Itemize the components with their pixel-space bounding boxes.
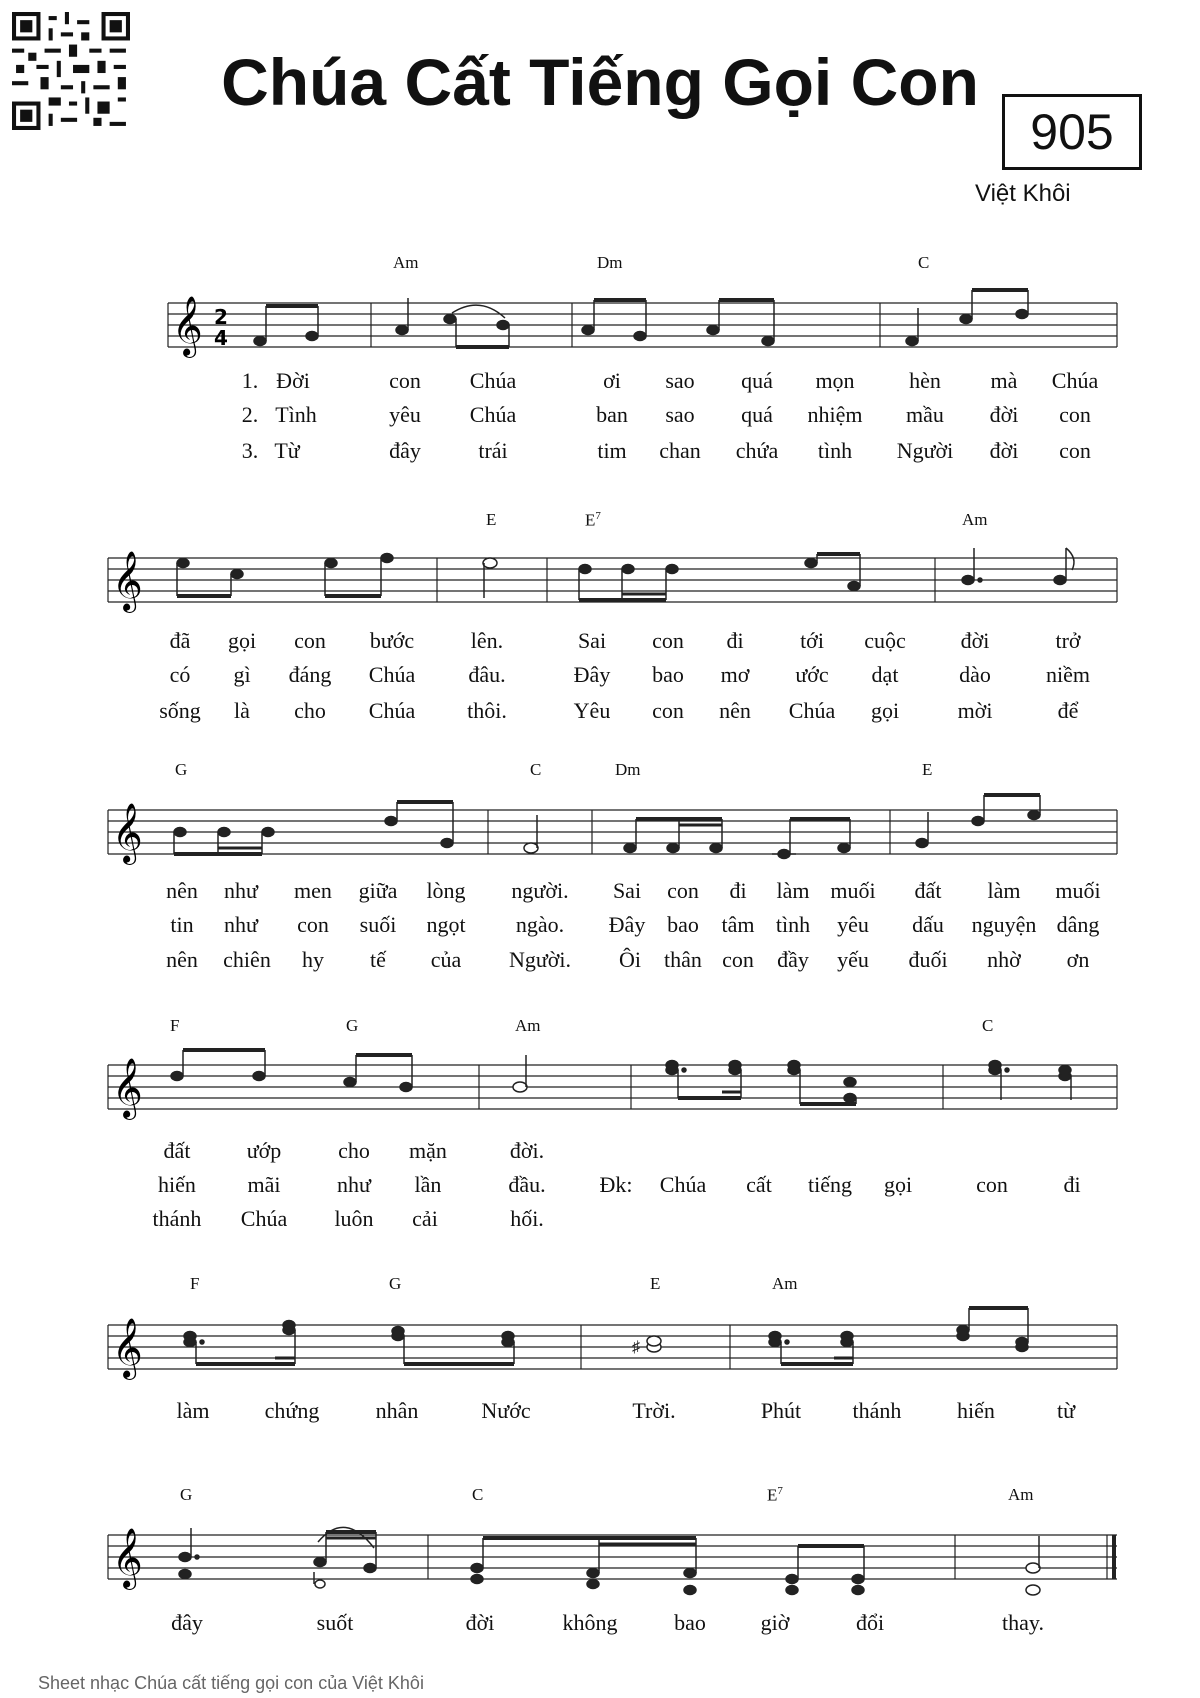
treble-clef-icon: 𝄞 <box>112 1318 143 1378</box>
lyric-syllable: từ <box>1056 1398 1076 1423</box>
lyric-verse-2 <box>0 1172 1200 1202</box>
lyric-syllable: cho <box>338 1138 370 1163</box>
lyric-syllable: Chúa <box>469 368 517 393</box>
lyric-syllable: mãi <box>247 1172 281 1197</box>
lyric-syllable: ơn <box>1066 947 1090 972</box>
lyric-syllable: nên <box>166 878 198 903</box>
lyric-syllable: như <box>337 1172 371 1197</box>
lyric-syllable: yêu <box>837 912 869 937</box>
treble-clef-icon: 𝄞 <box>112 803 143 863</box>
lyric-syllable: làm <box>176 1398 210 1423</box>
lyric-syllable: Chúa <box>788 698 836 723</box>
lyric-syllable: đất <box>914 878 942 903</box>
lyric-syllable: hiến <box>158 1172 196 1197</box>
lyric-syllable: đi <box>726 628 744 653</box>
song-title: Chúa Cất Tiếng Gọi Con <box>221 45 979 119</box>
lyric-syllable: dào <box>959 662 991 687</box>
lyric-syllable: 1. <box>241 368 259 393</box>
lyric-syllable: đuối <box>908 947 948 972</box>
lyric-syllable: hối. <box>510 1206 544 1231</box>
chord-symbol: C <box>472 1485 484 1504</box>
song-number: 905 <box>1030 104 1114 160</box>
lyric-syllable: Sai <box>577 628 607 653</box>
music-staff <box>0 1480 1200 1600</box>
music-staff <box>0 1010 1200 1130</box>
staff-system-2 <box>0 500 1200 750</box>
notes <box>179 1527 1040 1595</box>
lyric-syllable: mặn <box>409 1138 447 1163</box>
lyric-syllable: thánh <box>852 1398 902 1423</box>
lyric-syllable: tình <box>817 438 853 463</box>
chord-symbol: Am <box>772 1274 798 1293</box>
lyric-syllable: không <box>562 1610 618 1635</box>
chord-symbol: C <box>530 760 542 779</box>
notes <box>174 795 1040 859</box>
lyric-syllable: mơ <box>720 662 750 687</box>
lyric-syllable: làm <box>987 878 1021 903</box>
lyric-syllable: thay. <box>1002 1610 1044 1635</box>
notes <box>254 290 1028 347</box>
lyric-syllable: tình <box>775 912 811 937</box>
lyric-syllable: ơi <box>603 368 621 393</box>
lyric-syllable: thôi. <box>467 698 507 723</box>
chord-extension: 7 <box>595 510 601 522</box>
chord-symbol: E <box>650 1274 661 1293</box>
chord-root: E <box>585 510 596 530</box>
lyric-syllable: luôn <box>334 1206 374 1231</box>
lyric-syllable: men <box>294 878 332 903</box>
chord-symbol: G <box>389 1274 402 1293</box>
chord-symbol: Am <box>1008 1485 1034 1504</box>
lyric-syllable: Từ <box>274 438 300 463</box>
lyric-syllable: con <box>1059 438 1091 463</box>
lyric-syllable: của <box>430 947 462 972</box>
lyric-syllable: con <box>652 698 684 723</box>
lyric-verse-3 <box>0 698 1200 728</box>
song-number-box <box>1002 94 1142 170</box>
lyric-syllable: bước <box>369 628 415 653</box>
lyric-syllable: sống <box>159 698 201 723</box>
lyric-syllable: trở <box>1055 628 1081 653</box>
lyric-syllable: dạt <box>871 662 899 687</box>
lyric-syllable: lần <box>414 1172 442 1197</box>
lyric-syllable: đã <box>169 628 191 653</box>
lyric-syllable: thân <box>664 947 702 972</box>
lyric-syllable: Tình <box>275 402 317 427</box>
sharp-icon: ♯ <box>632 1339 640 1356</box>
lyric-syllable: muối <box>1055 878 1101 903</box>
music-staff <box>0 240 1200 360</box>
lyric-syllable: Trời. <box>632 1398 676 1423</box>
notes <box>171 1050 1071 1104</box>
lyric-syllable: đời. <box>509 1138 545 1163</box>
lyric-syllable: đầu. <box>508 1172 546 1197</box>
lyric-syllable: như <box>224 878 258 903</box>
lyric-syllable: bao <box>674 1610 706 1635</box>
lyric-syllable: chứng <box>264 1398 320 1423</box>
lyric-syllable: nhiệm <box>807 402 863 427</box>
lyric-syllable: tới <box>800 628 824 653</box>
chord-symbol: C <box>982 1016 994 1035</box>
lyric-syllable: con <box>667 878 699 903</box>
notes <box>177 548 1074 600</box>
lyric-verse-2 <box>0 402 1200 432</box>
lyric-syllable: đáng <box>288 662 332 687</box>
lyric-verse-1 <box>0 1138 1200 1168</box>
lyric-syllable: lên. <box>470 628 504 653</box>
chord-symbol: E <box>486 510 497 529</box>
lyric-syllable: giữa <box>358 878 398 903</box>
lyric-syllable: người. <box>511 878 569 903</box>
lyric-syllable: đời <box>989 402 1019 427</box>
lyric-syllable: con <box>389 368 421 393</box>
lyric-syllable: chứa <box>735 438 779 463</box>
treble-clef-icon: 𝄞 <box>112 551 143 611</box>
lyric-verse-1 <box>0 1398 1200 1428</box>
lyric-syllable: tâm <box>721 912 755 937</box>
lyric-syllable: Yêu <box>573 698 611 723</box>
lyric-syllable: đổi <box>855 1610 885 1635</box>
lyric-syllable: thánh <box>152 1206 202 1231</box>
lyric-syllable: suốt <box>316 1610 354 1635</box>
lyric-syllable: nên <box>719 698 751 723</box>
time-signature-bottom: 4 <box>214 326 228 350</box>
lyric-syllable: Ôi <box>619 947 641 972</box>
lyric-syllable: nhờ <box>987 947 1021 972</box>
lyric-syllable: Đây <box>608 912 646 937</box>
chord-symbol: Am <box>393 253 419 272</box>
chord-symbol: F <box>190 1274 200 1293</box>
chord-symbol: Dm <box>615 760 641 779</box>
lyric-syllable: muối <box>830 878 876 903</box>
lyric-verse-3 <box>0 438 1200 468</box>
lyric-syllable: con <box>652 628 684 653</box>
lyric-syllable: con <box>1059 402 1091 427</box>
lyric-syllable: Nước <box>481 1398 531 1423</box>
lyric-syllable: gì <box>233 662 251 687</box>
lyric-syllable: niềm <box>1046 662 1090 687</box>
lyric-verse-3 <box>0 947 1200 977</box>
lyric-syllable: sao <box>665 368 695 393</box>
lyric-verse-2 <box>0 662 1200 692</box>
lyric-syllable: lòng <box>426 878 466 903</box>
lyric-syllable: quá <box>741 402 773 427</box>
lyric-verse-1 <box>0 628 1200 658</box>
lyric-syllable: yếu <box>837 947 869 972</box>
lyric-syllable: dấu <box>912 912 944 937</box>
lyric-syllable: 2. <box>241 402 259 427</box>
lyric-syllable: ước <box>795 662 829 687</box>
lyric-syllable: mà <box>990 368 1018 393</box>
lyric-syllable: mời <box>957 698 993 723</box>
staff-system-4 <box>0 1010 1200 1260</box>
lyric-syllable: chan <box>659 438 701 463</box>
lyric-syllable: ngọt <box>426 912 466 937</box>
lyric-verse-3 <box>0 1206 1200 1236</box>
staff-system-5 <box>0 1270 1200 1470</box>
lyric-syllable: Chúa <box>368 698 416 723</box>
chord-symbol: Am <box>515 1016 541 1035</box>
lyric-syllable: đây <box>171 1610 203 1635</box>
treble-clef-icon: 𝄞 <box>112 1058 143 1118</box>
lyric-syllable: quá <box>741 368 773 393</box>
lyric-syllable: cuộc <box>864 628 906 653</box>
lyric-syllable: tiếng <box>808 1172 852 1197</box>
chord-extension: 7 <box>777 1485 783 1497</box>
lyric-syllable: hy <box>302 947 324 972</box>
lyric-syllable: để <box>1057 698 1079 723</box>
lyric-syllable: Chúa <box>368 662 416 687</box>
lyric-syllable: như <box>224 912 258 937</box>
lyric-syllable: đời <box>960 628 990 653</box>
time-signature-top: 2 <box>214 305 228 329</box>
lyric-syllable: đời <box>989 438 1019 463</box>
lyric-syllable: ban <box>596 402 628 427</box>
lyric-syllable: là <box>234 698 250 723</box>
staff-system-6 <box>0 1480 1200 1670</box>
lyric-syllable: Đây <box>573 662 611 687</box>
treble-clef-icon: 𝄞 <box>112 1528 143 1588</box>
lyric-syllable: suối <box>359 912 397 937</box>
lyric-syllable: nguyện <box>971 912 1037 937</box>
lyric-syllable: tim <box>597 438 627 463</box>
lyric-syllable: hiến <box>957 1398 995 1423</box>
lyric-syllable: Chúa <box>1051 368 1099 393</box>
lyric-syllable: Chúa <box>659 1172 707 1197</box>
lyric-syllable: gọi <box>870 698 900 723</box>
lyric-syllable: đây <box>389 438 421 463</box>
lyric-syllable: nhân <box>375 1398 419 1423</box>
chord-symbol: Dm <box>597 253 623 272</box>
lyric-syllable: nên <box>166 947 198 972</box>
lyric-syllable: con <box>297 912 329 937</box>
chord-symbol: Am <box>962 510 988 529</box>
composer-name: Việt Khôi <box>975 180 1071 207</box>
lyric-syllable: Phút <box>760 1398 802 1423</box>
music-staff <box>0 755 1200 875</box>
footer-caption: Sheet nhạc Chúa cất tiếng gọi con của Việt Khôi <box>38 1673 424 1693</box>
lyric-syllable: đất <box>163 1138 191 1163</box>
lyric-syllable: cho <box>294 698 326 723</box>
lyric-syllable: làm <box>776 878 810 903</box>
lyric-syllable: Người <box>896 438 954 463</box>
chord-symbol: E <box>922 760 933 779</box>
lyric-syllable: tế <box>370 947 386 972</box>
chord-symbol: G <box>346 1016 359 1035</box>
lyric-verse-1 <box>0 368 1200 398</box>
lyric-verse-2 <box>0 912 1200 942</box>
chord-root: E <box>767 1485 778 1505</box>
lyric-syllable: Đời <box>276 368 310 393</box>
lyric-verse-1 <box>0 1610 1200 1640</box>
lyric-syllable: trái <box>478 438 508 463</box>
treble-clef-icon: 𝄞 <box>172 296 203 356</box>
music-staff <box>0 500 1200 620</box>
lyric-syllable: ngào. <box>515 912 565 937</box>
chord-symbol: G <box>175 760 188 779</box>
lyric-syllable: đời <box>465 1610 495 1635</box>
lyric-syllable: dâng <box>1056 912 1100 937</box>
lyric-syllable: con <box>294 628 326 653</box>
lyric-syllable: đi <box>729 878 747 903</box>
lyric-syllable: mọn <box>815 368 855 393</box>
lyric-syllable: có <box>169 662 191 687</box>
lyric-syllable: đầy <box>777 947 809 972</box>
lyric-syllable: Đk: <box>599 1172 633 1197</box>
lyric-syllable: cất <box>746 1172 772 1197</box>
lyric-syllable: bao <box>667 912 699 937</box>
lyric-syllable: bao <box>652 662 684 687</box>
lyric-syllable: tin <box>170 912 194 937</box>
staff-system-3 <box>0 755 1200 1005</box>
lyric-syllable: chiên <box>223 947 271 972</box>
lyric-syllable: ướp <box>246 1138 282 1163</box>
lyric-syllable: gọi <box>227 628 257 653</box>
lyric-syllable: cải <box>412 1206 438 1231</box>
lyric-syllable: Chúa <box>469 402 517 427</box>
lyric-syllable: con <box>976 1172 1008 1197</box>
lyric-syllable: hèn <box>909 368 941 393</box>
lyric-syllable: con <box>722 947 754 972</box>
staff-system-1 <box>0 240 1200 480</box>
lyric-syllable: yêu <box>389 402 421 427</box>
chord-symbol: C <box>918 253 930 272</box>
lyric-syllable: gọi <box>883 1172 913 1197</box>
lyric-syllable: giờ <box>760 1610 790 1635</box>
lyric-syllable: Người. <box>508 947 572 972</box>
lyric-syllable: đâu. <box>468 662 506 687</box>
lyric-syllable: Chúa <box>240 1206 288 1231</box>
chord-symbol: G <box>180 1485 193 1504</box>
lyric-verse-1 <box>0 878 1200 908</box>
lyric-syllable: sao <box>665 402 695 427</box>
lyric-syllable: đi <box>1063 1172 1081 1197</box>
lyric-syllable: mầu <box>906 402 944 427</box>
lyric-syllable: Sai <box>612 878 642 903</box>
lyric-syllable: 3. <box>241 438 259 463</box>
chord-symbol: F <box>170 1016 180 1035</box>
music-staff <box>0 1270 1200 1390</box>
